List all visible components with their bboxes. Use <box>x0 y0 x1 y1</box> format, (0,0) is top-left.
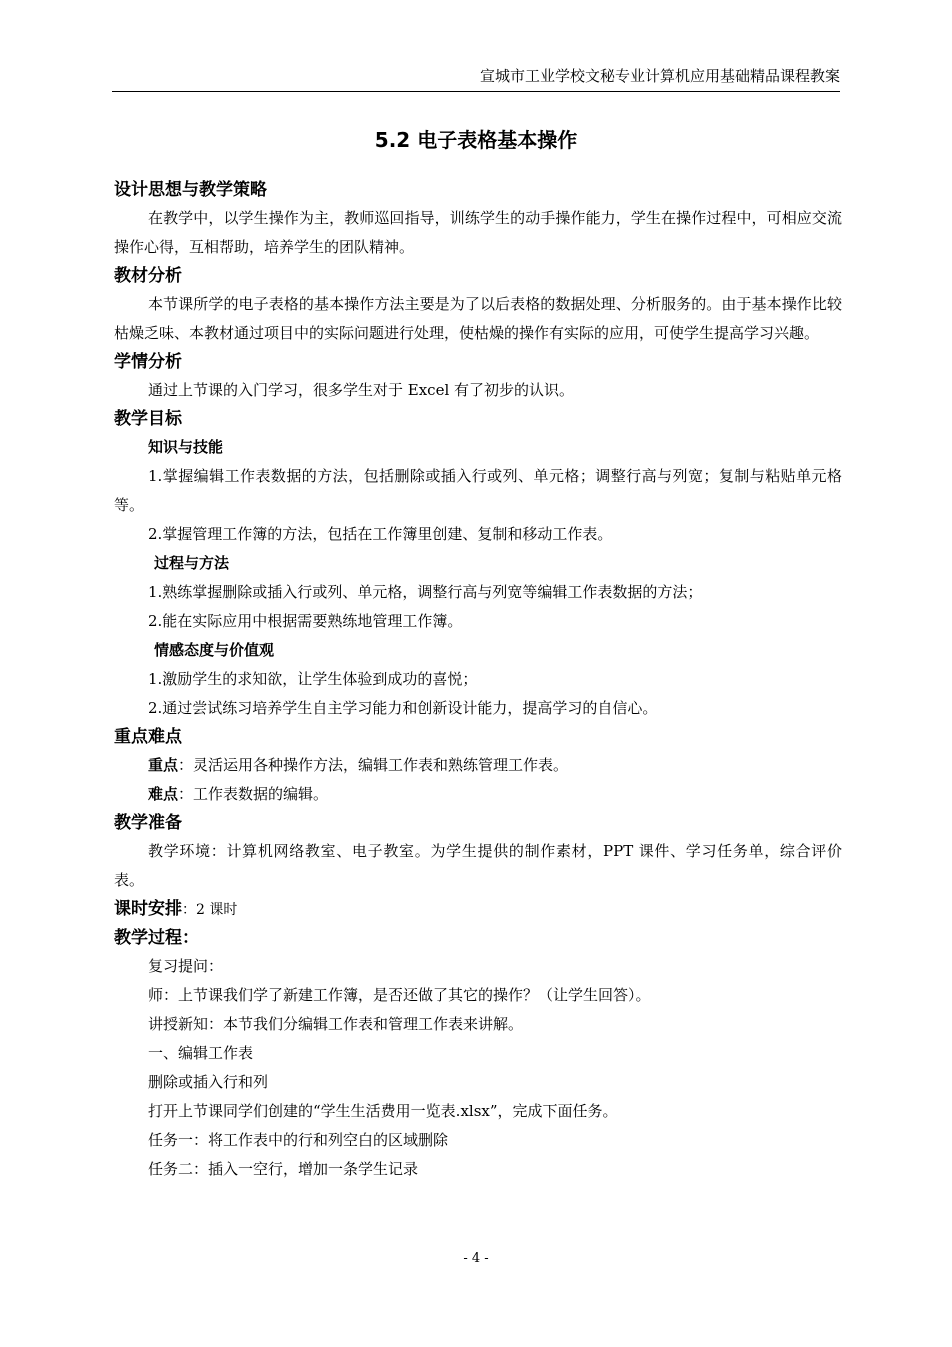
list-item: 2.掌握管理工作簿的方法，包括在工作簿里创建、复制和移动工作表。 <box>148 525 613 543</box>
subheading-attitude: 情感态度与价值观 <box>154 641 275 659</box>
document-body <box>114 176 842 1184</box>
list-item: 1.掌握编辑工作表数据的方法，包括删除或插入行或列、单元格；调整行高与列宽；复制与粘贴单元格等。 <box>114 467 842 514</box>
subheading-knowledge: 知识与技能 <box>148 438 224 456</box>
process-line: 讲授新知：本节我们分编辑工作表和管理工作表来讲解。 <box>148 1015 524 1033</box>
paragraph-preparation: 教学环境：计算机网络教室、电子教室。为学生提供的制作素材，PPT 课件、学习任务单，综合评价表。 <box>114 842 842 889</box>
page-number: - 4 - <box>463 1251 489 1266</box>
page-title: 5.2 电子表格基本操作 <box>374 128 578 152</box>
paragraph-learners: 通过上节课的入门学习，很多学生对于 Excel 有了初步的认识。 <box>148 381 575 399</box>
running-header: 宣城市工业学校文秘专业计算机应用基础精品课程教案 <box>479 67 840 85</box>
process-line: 复习提问： <box>148 957 224 975</box>
process-line: 任务二：插入一空行，增加一条学生记录 <box>148 1160 419 1178</box>
heading-preparation: 教学准备 <box>114 813 182 833</box>
schedule-text: ：2 课时 <box>182 902 238 918</box>
keypoint-line <box>114 751 842 780</box>
list-item: 2.能在实际应用中根据需要熟练地管理工作簿。 <box>148 612 463 630</box>
heading-process: 教学过程： <box>114 928 199 948</box>
keypoint-text: ：灵活运用各种操作方法，编辑工作表和熟练管理工作表。 <box>178 756 569 774</box>
process-line: 删除或插入行和列 <box>148 1073 269 1091</box>
heading-goals: 教学目标 <box>114 409 182 429</box>
heading-design: 设计思想与教学策略 <box>114 180 267 200</box>
list-item: 1.熟练掌握删除或插入行或列、单元格，调整行高与列宽等编辑工作表数据的方法； <box>148 583 703 601</box>
process-line: 师：上节课我们学了新建工作簿，是否还做了其它的操作？（让学生回答）。 <box>148 986 651 1004</box>
paragraph-material: 本节课所学的电子表格的基本操作方法主要是为了以后表格的数据处理、分析服务的。由于基本操作比较枯燥乏味、本教材通过项目中的实际问题进行处理，使枯燥的操作有实际的应用，可使学生提高学习兴趣。 <box>114 295 842 342</box>
difficulty-line <box>114 780 842 809</box>
process-line: 一、编辑工作表 <box>148 1044 254 1062</box>
process-line: 打开上节课同学们创建的“学生生活费用一览表.xlsx”，完成下面任务。 <box>148 1102 618 1120</box>
list-item: 1.激励学生的求知欲，让学生体验到成功的喜悦； <box>148 670 478 688</box>
difficulty-text: ：工作表数据的编辑。 <box>178 785 329 803</box>
keypoint-label: 重点 <box>148 756 179 774</box>
schedule-line <box>114 895 842 924</box>
header-rule <box>112 91 840 92</box>
heading-material: 教材分析 <box>114 266 182 286</box>
process-line: 任务一：将工作表中的行和列空白的区域删除 <box>148 1131 449 1149</box>
difficulty-label: 难点 <box>148 785 179 803</box>
heading-schedule: 课时安排 <box>114 899 182 919</box>
list-item: 2.通过尝试练习培养学生自主学习能力和创新设计能力，提高学习的自信心。 <box>148 699 658 717</box>
paragraph-design: 在教学中，以学生操作为主，教师巡回指导，训练学生的动手操作能力，学生在操作过程中，可相应交流操作心得，互相帮助，培养学生的团队精神。 <box>114 209 842 256</box>
heading-keypoints: 重点难点 <box>114 727 182 747</box>
heading-learners: 学情分析 <box>114 352 182 372</box>
subheading-process: 过程与方法 <box>154 554 230 572</box>
